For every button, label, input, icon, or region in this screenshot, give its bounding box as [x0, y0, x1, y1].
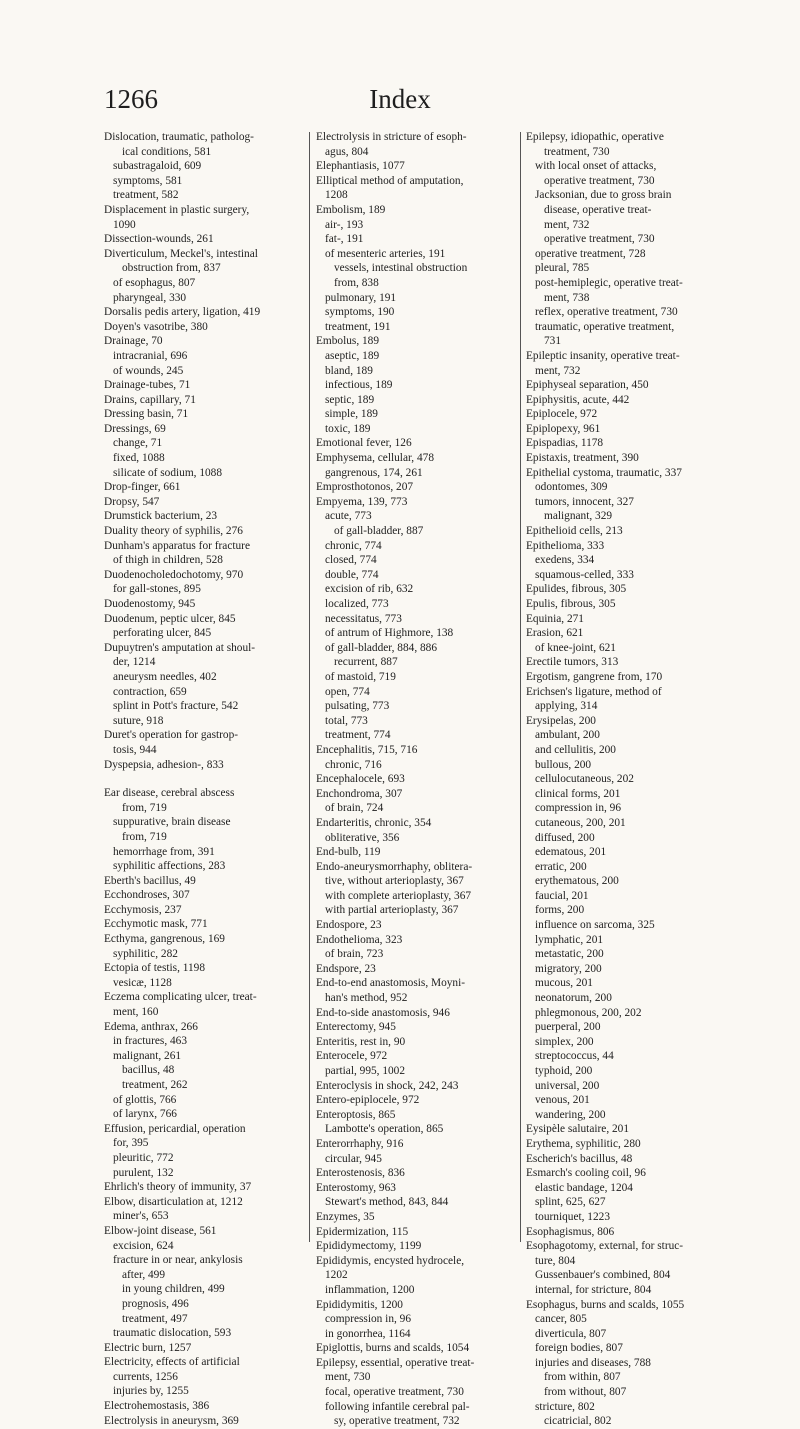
index-entry: erratic, 200: [535, 860, 587, 873]
index-entry: End-to-end anastomosis, Moyni-: [316, 977, 466, 990]
index-entry: diverticula, 807: [535, 1327, 607, 1340]
index-entry: streptococcus, 44: [535, 1050, 614, 1063]
index-entry: agus, 804: [325, 145, 369, 158]
index-entry: syphilitic, 282: [113, 947, 178, 960]
index-entry: for, 395: [113, 1137, 149, 1150]
page-number: 1266: [104, 84, 158, 114]
index-entry: disease, operative treat-: [544, 203, 652, 216]
index-entry: bullous, 200: [535, 758, 592, 771]
index-entry: of larynx, 766: [113, 1108, 177, 1121]
index-entry: influence on sarcoma, 325: [535, 919, 655, 932]
index-entry: 731: [544, 335, 562, 348]
index-entry: 1208: [325, 189, 348, 202]
index-entry: exedens, 334: [535, 554, 595, 567]
index-entry: Electrolysis in aneurysm, 369: [104, 1414, 239, 1427]
index-entry: Epulis, fibrous, 305: [526, 598, 616, 610]
index-entry: Dorsalis pedis artery, ligation, 419: [104, 306, 261, 319]
index-entry: intracranial, 696: [113, 349, 188, 362]
index-entry: squamous-celled, 333: [535, 568, 634, 581]
index-entry: wandering, 200: [535, 1108, 606, 1121]
index-entry: treatment, 191: [325, 320, 391, 333]
index-entry: pleuritic, 772: [113, 1151, 174, 1164]
index-entry: of knee-joint, 621: [535, 641, 616, 654]
index-entry: infectious, 189: [325, 379, 393, 392]
index-entry: migratory, 200: [535, 962, 602, 975]
index-entry: der, 1214: [113, 656, 156, 669]
index-entry: Epithelial cystoma, traumatic, 337: [526, 466, 682, 479]
index-entry: toxic, 189: [325, 422, 371, 435]
index-entry: of antrum of Highmore, 138: [325, 627, 454, 640]
index-entry: mucous, 201: [535, 977, 593, 990]
index-entry: Dupuytren's amputation at shoul-: [104, 641, 256, 654]
index-entry: erythematous, 200: [535, 875, 619, 888]
column-divider: [309, 132, 310, 1242]
index-entry: circular, 945: [325, 1152, 382, 1165]
index-entry: chronic, 716: [325, 758, 382, 771]
index-entry: from without, 807: [544, 1386, 627, 1399]
index-entry: ment, 732: [544, 218, 590, 231]
index-entry: stricture, 802: [535, 1400, 595, 1413]
index-entry: from within, 807: [544, 1371, 621, 1384]
index-entry: puerperal, 200: [535, 1021, 601, 1034]
index-entry: inflammation, 1200: [325, 1283, 415, 1296]
index-entry: Electrohemostasis, 386: [104, 1400, 210, 1413]
index-entry: Eysipèle salutaire, 201: [526, 1123, 630, 1136]
index-entry: Dissection-wounds, 261: [104, 233, 214, 246]
index-entry: air-, 193: [325, 218, 364, 231]
index-entry: Encephalitis, 715, 716: [316, 743, 418, 756]
index-entry: of brain, 724: [325, 802, 384, 815]
index-entry: Escherich's bacillus, 48: [526, 1152, 633, 1165]
index-entry: Dunham's apparatus for fracture: [104, 539, 250, 552]
index-entry: ical conditions, 581: [122, 145, 212, 158]
index-entry: of esophagus, 807: [113, 276, 196, 289]
index-entry: Epulides, fibrous, 305: [526, 583, 627, 596]
index-entry: obliterative, 356: [325, 831, 400, 844]
index-entry: symptoms, 581: [113, 174, 183, 187]
index-entry: Eczema complicating ulcer, treat-: [104, 991, 257, 1004]
index-entry: Enchondroma, 307: [316, 787, 403, 800]
index-entry: Dislocation, traumatic, patholog-: [104, 131, 254, 143]
index-entry: Drumstick bacterium, 23: [104, 510, 218, 523]
index-entry: compression in, 96: [325, 1313, 412, 1326]
index-entry: Epithelioid cells, 213: [526, 525, 623, 538]
index-entry: reflex, operative treatment, 730: [535, 306, 678, 319]
index-entry: chronic, 774: [325, 539, 382, 552]
index-entry: Elephantiasis, 1077: [316, 160, 405, 173]
index-entry: treatment, 262: [122, 1079, 188, 1091]
index-entry: compression in, 96: [535, 802, 622, 815]
index-entry: Duodenocholedochotomy, 970: [104, 568, 244, 581]
index-entry: typhoid, 200: [535, 1065, 593, 1077]
index-entry: operative treatment, 728: [535, 247, 646, 260]
index-entry: Elbow, disarticulation at, 1212: [104, 1195, 243, 1208]
index-entry: Epidermization, 115: [316, 1225, 409, 1238]
index-entry: tumors, innocent, 327: [535, 495, 634, 508]
column-divider: [520, 132, 521, 1242]
index-entry: treatment, 730: [544, 145, 610, 158]
index-entry: Epiplopexy, 961: [526, 422, 601, 435]
index-entry: Endspore, 23: [316, 962, 376, 975]
index-entry: bland, 189: [325, 364, 373, 377]
index-entry: ment, 732: [535, 364, 581, 377]
index-entry: Stewart's method, 843, 844: [325, 1196, 449, 1209]
index-entry: Enteroptosis, 865: [316, 1108, 396, 1121]
index-entry: han's method, 952: [325, 992, 408, 1005]
index-entry: Ehrlich's theory of immunity, 37: [104, 1181, 252, 1194]
index-entry: foreign bodies, 807: [535, 1342, 623, 1355]
index-entry: Emotional fever, 126: [316, 437, 412, 450]
index-entry: Dressing basin, 71: [104, 408, 189, 421]
index-entry: Epididymis, encysted hydrocele,: [316, 1254, 465, 1267]
index-entry: closed, 774: [325, 554, 377, 567]
index-entry: Ecchondroses, 307: [104, 889, 190, 902]
index-entry: lymphatic, 201: [535, 933, 604, 946]
index-entry: universal, 200: [535, 1079, 600, 1092]
index-entry: cancer, 805: [535, 1313, 587, 1326]
index-entry: purulent, 132: [113, 1166, 174, 1179]
index-entry: from, 719: [122, 830, 167, 843]
index-entry: sy, operative treatment, 732: [334, 1415, 460, 1428]
index-entry: bacillus, 48: [122, 1064, 175, 1077]
index-entry: Erectile tumors, 313: [526, 656, 619, 669]
index-column-3: [526, 130, 722, 1429]
index-entry: operative treatment, 730: [544, 174, 655, 187]
index-entry: in young children, 499: [122, 1283, 225, 1296]
index-entry: Enterectomy, 945: [316, 1021, 396, 1034]
index-entry: Epididymitis, 1200: [316, 1298, 403, 1311]
index-entry: with local onset of attacks,: [535, 160, 657, 173]
index-entry: Enterostomy, 963: [316, 1181, 396, 1194]
index-column-1: [104, 130, 314, 1428]
index-entry: localized, 773: [325, 598, 389, 610]
index-entry: ment, 738: [544, 291, 590, 304]
index-entry: treatment, 774: [325, 729, 391, 742]
index-entry: splint in Pott's fracture, 542: [113, 700, 239, 713]
index-entry: tosis, 944: [113, 743, 157, 756]
index-entry: symptoms, 190: [325, 306, 395, 319]
index-entry: vesicæ, 1128: [113, 976, 172, 989]
index-entry: Esophagotomy, external, for struc-: [526, 1240, 684, 1253]
index-entry: Electrolysis in stricture of esoph-: [316, 131, 467, 143]
index-entry: splint, 625, 627: [535, 1196, 606, 1209]
index-entry: diffused, 200: [535, 831, 595, 844]
index-entry: Drainage-tubes, 71: [104, 379, 191, 392]
index-entry: Gussenbauer's combined, 804: [535, 1269, 671, 1282]
index-column-2: [316, 130, 514, 1429]
index-entry: change, 71: [113, 437, 163, 450]
index-entry: traumatic, operative treatment,: [535, 320, 675, 333]
index-entry: currents, 1256: [113, 1370, 178, 1383]
index-entry: Dyspepsia, adhesion-, 833: [104, 758, 224, 771]
index-entry: 1202: [325, 1269, 348, 1282]
index-entry: syphilitic affections, 283: [113, 860, 226, 873]
index-entry: traumatic dislocation, 593: [113, 1327, 232, 1340]
index-entry: open, 774: [325, 685, 370, 698]
index-entry: simplex, 200: [535, 1035, 594, 1048]
index-entry: Enzymes, 35: [316, 1210, 375, 1223]
index-entry: Endothelioma, 323: [316, 933, 403, 946]
index-entry: Epiphyseal separation, 450: [526, 379, 649, 392]
index-entry: following infantile cerebral pal-: [325, 1400, 470, 1413]
index-entry: injuries and diseases, 788: [535, 1356, 651, 1369]
index-entry: ment, 730: [325, 1371, 371, 1384]
index-entry: odontomes, 309: [535, 481, 608, 494]
index-entry: partial, 995, 1002: [325, 1065, 406, 1077]
index-entry: recurrent, 887: [334, 656, 398, 669]
page-title: Index: [369, 84, 431, 114]
index-entry: Diverticulum, Meckel's, intestinal: [104, 247, 258, 260]
index-entry: applying, 314: [535, 700, 598, 713]
index-entry: Enterorrhaphy, 916: [316, 1137, 404, 1150]
index-entry: Esophagus, burns and scalds, 1055: [526, 1298, 685, 1311]
index-entry: from, 719: [122, 801, 167, 814]
index-entry: of mastoid, 719: [325, 670, 396, 683]
index-entry: prognosis, 496: [122, 1297, 189, 1310]
index-entry: Epiphysitis, acute, 442: [526, 393, 630, 406]
index-entry: pharyngeal, 330: [113, 291, 187, 304]
index-entry: after, 499: [122, 1268, 166, 1281]
index-entry: Esophagismus, 806: [526, 1225, 615, 1238]
index-entry: clinical forms, 201: [535, 787, 621, 800]
index-entry: Emprosthotonos, 207: [316, 481, 414, 494]
index-entry: Encephalocele, 693: [316, 773, 405, 786]
index-entry: Ecchymosis, 237: [104, 903, 182, 916]
index-entry: with complete arterioplasty, 367: [325, 889, 472, 902]
index-entry: elastic bandage, 1204: [535, 1181, 633, 1194]
index-entry: necessitatus, 773: [325, 612, 402, 625]
index-entry: Epithelioma, 333: [526, 539, 605, 552]
index-entry: edematous, 201: [535, 846, 607, 859]
index-entry: cellulocutaneous, 202: [535, 773, 634, 786]
index-entry: subastragaloid, 609: [113, 160, 202, 173]
index-entry: in fractures, 463: [113, 1035, 188, 1048]
index-entry: phlegmonous, 200, 202: [535, 1006, 642, 1019]
index-entry: aseptic, 189: [325, 349, 380, 362]
index-entry: Electricity, effects of artificial: [104, 1356, 240, 1369]
index-entry: Epiglottis, burns and scalds, 1054: [316, 1342, 470, 1355]
index-entry: Ergotism, gangrene from, 170: [526, 670, 663, 683]
index-entry: hemorrhage from, 391: [113, 845, 215, 858]
index-entry: cicatricial, 802: [544, 1415, 612, 1428]
index-entry: Epiplocele, 972: [526, 408, 598, 421]
index-entry: of gall-bladder, 884, 886: [325, 641, 438, 654]
index-entry: suture, 918: [113, 714, 164, 727]
index-entry: Drains, capillary, 71: [104, 393, 196, 406]
index-entry: excision of rib, 632: [325, 583, 414, 596]
index-entry: Enterocele, 972: [316, 1050, 388, 1063]
index-entry: Embolism, 189: [316, 203, 386, 216]
index-entry: total, 773: [325, 714, 368, 727]
index-entry: gangrenous, 174, 261: [325, 466, 423, 479]
index-entry: for gall-stones, 895: [113, 583, 201, 596]
index-entry: Enteroclysis in shock, 242, 243: [316, 1079, 459, 1092]
index-entry: 1090: [113, 218, 136, 231]
index-entry: fat-, 191: [325, 233, 364, 246]
index-entry: cutaneous, 200, 201: [535, 816, 626, 829]
index-entry: Duret's operation for gastrop-: [104, 729, 239, 742]
index-entry: End-bulb, 119: [316, 846, 381, 859]
index-entry: Edema, anthrax, 266: [104, 1020, 198, 1033]
index-entry: internal, for stricture, 804: [535, 1283, 652, 1296]
index-entry: of mesenteric arteries, 191: [325, 247, 446, 260]
index-entry: Displacement in plastic surgery,: [104, 203, 250, 216]
index-entry: End-to-side anastomosis, 946: [316, 1006, 450, 1019]
index-entry: Epispadias, 1178: [526, 437, 604, 450]
index-entry: of brain, 723: [325, 948, 384, 961]
index-entry: Duodenum, peptic ulcer, 845: [104, 612, 236, 625]
index-entry: perforating ulcer, 845: [113, 627, 212, 640]
index-entry: Endarteritis, chronic, 354: [316, 816, 432, 829]
index-entry: Epilepsy, essential, operative treat-: [316, 1356, 475, 1369]
index-entry: tourniquet, 1223: [535, 1210, 610, 1223]
index-entry: treatment, 497: [122, 1312, 188, 1325]
index-entry: Lambotte's operation, 865: [325, 1123, 444, 1136]
index-entry: contraction, 659: [113, 685, 187, 698]
index-entry: Ectopia of testis, 1198: [104, 962, 206, 975]
index-entry: of wounds, 245: [113, 364, 184, 377]
index-entry: Erasion, 621: [526, 627, 584, 640]
index-entry: of gall-bladder, 887: [334, 525, 424, 538]
index-entry: Effusion, pericardial, operation: [104, 1122, 246, 1135]
index-entry: Enteritis, rest in, 90: [316, 1035, 406, 1048]
index-entry: Eberth's bacillus, 49: [104, 874, 196, 887]
index-entry: Endospore, 23: [316, 919, 382, 932]
index-entry: and cellulitis, 200: [535, 743, 616, 756]
index-entry: Equinia, 271: [526, 612, 584, 625]
index-entry: Endo-aneurysmorrhaphy, oblitera-: [316, 860, 473, 873]
index-entry: Elbow-joint disease, 561: [104, 1224, 217, 1237]
index-entry: simple, 189: [325, 408, 378, 421]
index-entry: of thigh in children, 528: [113, 554, 223, 567]
index-entry: from, 838: [334, 276, 379, 289]
index-entry: ambulant, 200: [535, 729, 600, 742]
index-entry: venous, 201: [535, 1094, 590, 1107]
index-entry: double, 774: [325, 568, 379, 581]
index-entry: faucial, 201: [535, 889, 589, 902]
index-entry: pulsating, 773: [325, 700, 390, 713]
index-entry: septic, 189: [325, 393, 375, 406]
index-entry: malignant, 329: [544, 510, 613, 523]
index-entry: excision, 624: [113, 1239, 174, 1252]
index-entry: neonatorum, 200: [535, 992, 612, 1005]
index-entry: in gonorrhea, 1164: [325, 1327, 411, 1340]
index-entry: acute, 773: [325, 510, 372, 523]
index-entry: Entero-epiplocele, 972: [316, 1094, 420, 1107]
index-entry: Erysipelas, 200: [526, 714, 596, 727]
index-entry: ment, 160: [113, 1006, 159, 1019]
index-entry: tive, without arterioplasty, 367: [325, 875, 464, 888]
index-entry: Erichsen's ligature, method of: [526, 685, 662, 698]
index-entry: Ear disease, cerebral abscess: [104, 787, 235, 800]
index-entry: aneurysm needles, 402: [113, 670, 217, 683]
index-entry: obstruction from, 837: [122, 262, 221, 275]
index-entry: Embolus, 189: [316, 335, 380, 348]
index-entry: focal, operative treatment, 730: [325, 1386, 464, 1399]
index-entry: post-hemiplegic, operative treat-: [535, 276, 683, 289]
index-entry: Duality theory of syphilis, 276: [104, 525, 243, 538]
index-entry: fixed, 1088: [113, 452, 165, 465]
index-entry: Electric burn, 1257: [104, 1341, 192, 1354]
index-entry: miner's, 653: [113, 1210, 169, 1223]
index-entry: Esmarch's cooling coil, 96: [526, 1167, 646, 1180]
index-entry: forms, 200: [535, 904, 585, 917]
index-entry: metastatic, 200: [535, 948, 604, 961]
index-entry: Doyen's vasotribe, 380: [104, 320, 208, 333]
index-entry: malignant, 261: [113, 1049, 182, 1062]
index-entry: suppurative, brain disease: [113, 816, 231, 829]
index-entry: with partial arterioplasty, 367: [325, 904, 459, 917]
index-entry: Empyema, 139, 773: [316, 495, 408, 508]
index-entry: fracture in or near, ankylosis: [113, 1254, 243, 1267]
index-entry: of glottis, 766: [113, 1093, 177, 1106]
index-entry: Epilepsy, idiopathic, operative: [526, 131, 664, 143]
index-entry: Enterostenosis, 836: [316, 1167, 405, 1180]
index-entry: pulmonary, 191: [325, 291, 397, 304]
index-entry: Epistaxis, treatment, 390: [526, 452, 639, 465]
index-entry: Duodenostomy, 945: [104, 598, 196, 610]
index-entry: vessels, intestinal obstruction: [334, 262, 468, 275]
index-entry: Jacksonian, due to gross brain: [535, 189, 672, 202]
index-entry: ture, 804: [535, 1254, 576, 1267]
index-entry: Drop-finger, 661: [104, 481, 181, 494]
index-entry: Elliptical method of amputation,: [316, 174, 464, 187]
index-entry: Emphysema, cellular, 478: [316, 452, 434, 465]
index-entry: Dropsy, 547: [104, 495, 160, 508]
index-entry: operative treatment, 730: [544, 233, 655, 246]
index-entry: Epididymectomy, 1199: [316, 1240, 422, 1253]
index-entry: Erythema, syphilitic, 280: [526, 1137, 641, 1150]
index-entry: pleural, 785: [535, 262, 590, 275]
index-entry: Dressings, 69: [104, 422, 166, 435]
index-entry: Ecchymotic mask, 771: [104, 918, 208, 931]
index-entry: Drainage, 70: [104, 335, 163, 348]
index-entry: injuries by, 1255: [113, 1385, 189, 1398]
index-entry: silicate of sodium, 1088: [113, 466, 223, 479]
index-entry: Epileptic insanity, operative treat-: [526, 349, 680, 362]
index-entry: treatment, 582: [113, 189, 179, 202]
index-entry: Ecthyma, gangrenous, 169: [104, 933, 225, 946]
